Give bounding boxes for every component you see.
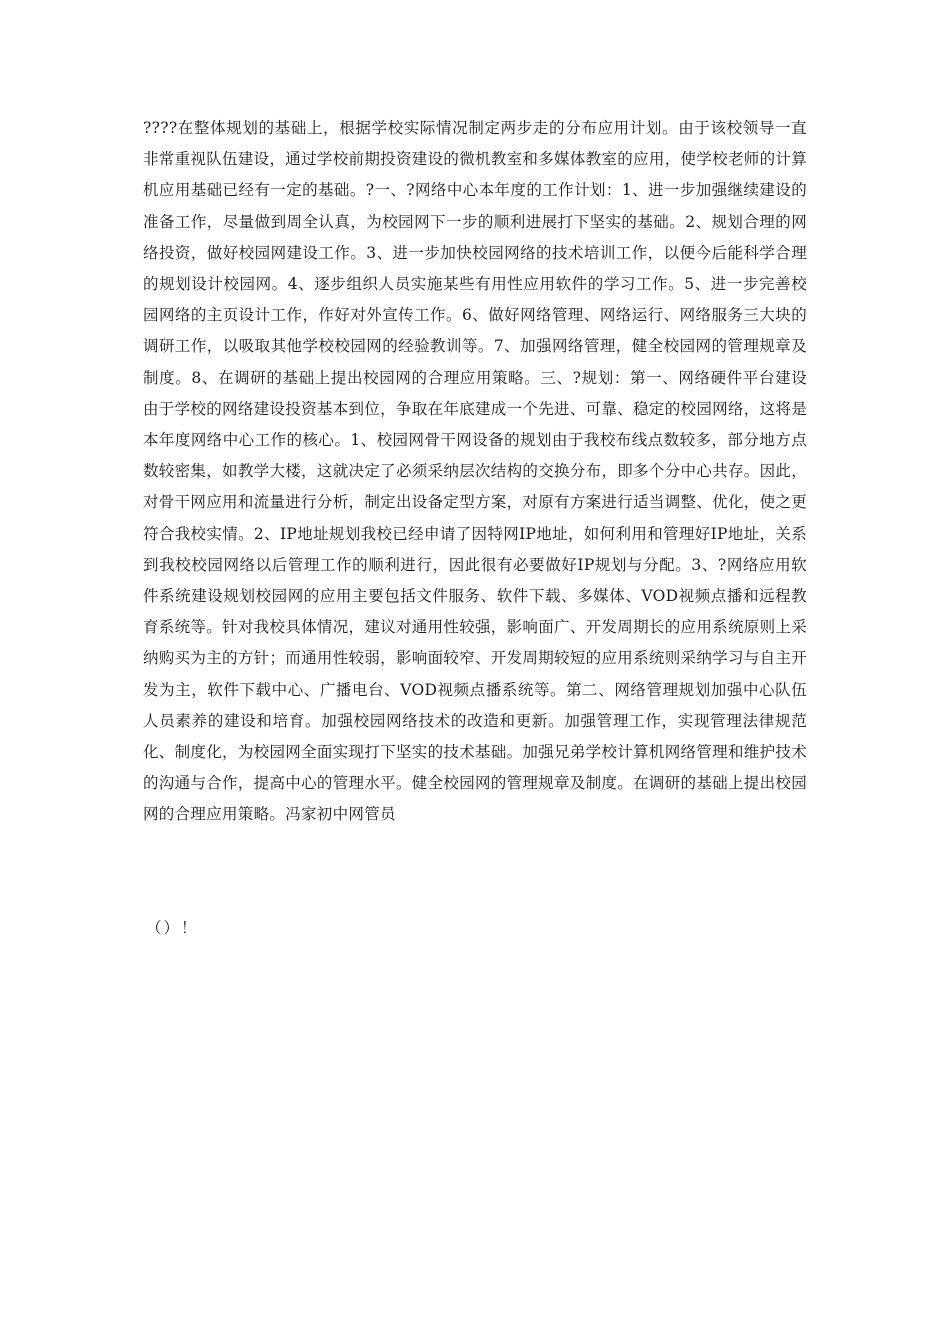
footer-punctuation: （）！	[146, 919, 199, 937]
body-paragraph: ????在整体规划的基础上，根据学校实际情况制定两步走的分布应用计划。由于该校领导一直非常重视队伍建设，通过学校前期投资建设的微机教室和多媒体教室的应用，使学校老师的计算机应用基础已经有一定的基础。?一、?网络中心本年度的工作计划：1、进一步加强继续建设的准备工作，尽量做到周全认真，为校园网下一步的顺利进展打下坚实的基础。2、规划合理的网络投资，做好校园网建设工作。3、进一步加快校园网络的技术培训工作，以便今后能科学合理的规划设计校园网。4、逐步组织人员实施某些有用性应用软件的学习工作。5、进一步完善校园网络的主页设计工作，作好对外宣传工作。6、做好网络管理、网络运行、网络服务三大块的调研工作，以吸取其他学校校园网的经验教训等。7、加强网络管理，健全校园网的管理规章及制度。8、在调研的基础上提出校园网的合理应用策略。三、?规划：第一、网络硬件平台建设由于学校的网络建设投资基本到位，争取在年底建成一个先进、可靠、稳定的校园网络，这将是本年度网络中心工作的核心。1、校园网骨干网设备的规划由于我校布线点数较多，部分地方点数较密集，如教学大楼，这就决定了必须采纳层次结构的交换分布，即多个分中心共存。因此，对骨干网应用和流量进行分析，制定出设备定型方案，对原有方案进行适当调整、优化，使之更符合我校实情。2、IP地址规划我校已经申请了因特网IP地址，如何利用和管理好IP地址，关系到我校校园网络以后管理工作的顺利进行，因此很有必要做好IP规划与分配。3、?网络应用软件系统建设规划校园网的应用主要包括文件服务、软件下载、多媒体、VOD视频点播和远程教育系统等。针对我校具体情况，建议对通用性较强，影响面广、开发周期长的应用系统原则上采纳购买为主的方针；而通用性较弱，影响面较窄、开发周期较短的应用系统则采纳学习与自主开发为主，软件下载中心、广播电台、VOD视频点播系统等。第二、网络管理规划加强中心队伍人员素养的建设和培育。加强校园网络技术的改造和更新。加强管理工作，实现管理法律规范化、制度化，为校园网全面实现打下坚实的技术基础。加强兄弟学校计算机网络管理和维护技术的沟通与合作，提高中心的管理水平。健全校园网的管理规章及制度。在调研的基础上提出校园网的合理应用策略。冯家初中网管员	[143, 119, 807, 824]
